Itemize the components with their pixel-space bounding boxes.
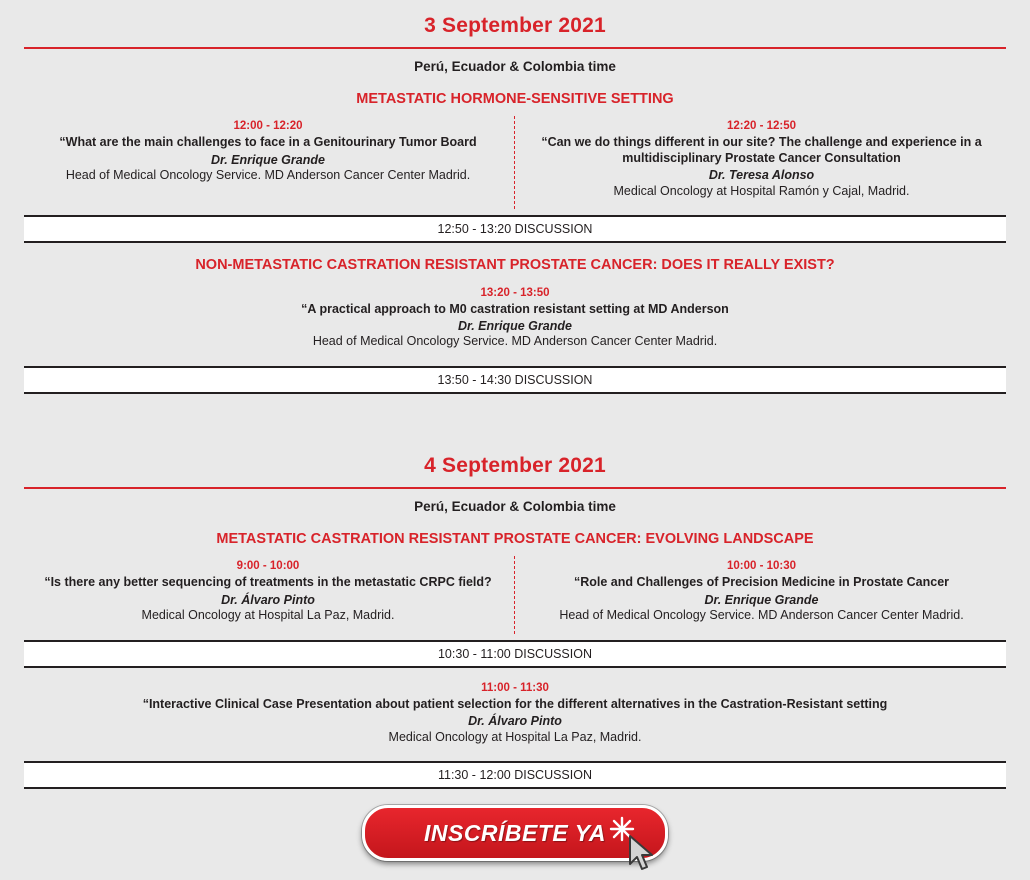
day-title: 3 September 2021 <box>424 14 606 37</box>
talk-title: “Role and Challenges of Precision Medicine in Prostate Cancer <box>573 575 950 590</box>
talk-title: “Can we do things different in our site? The challenge and experience in a multidisciplinary Prostate Cancer Consultation <box>541 135 982 165</box>
register-button-label: INSCRÍBETE YA <box>423 819 606 846</box>
talk-item <box>515 556 1008 634</box>
register-button[interactable] <box>362 805 668 861</box>
timezone-label: Perú, Ecuador & Colombia time <box>414 59 616 74</box>
talk-title: “Interactive Clinical Case Presentation about patient selection for the different alternatives in the Castration-Resistant setting <box>142 696 888 711</box>
day-title: 4 September 2021 <box>424 454 606 478</box>
talk-speaker: Dr. Teresa Alonso <box>708 167 815 182</box>
talk-affiliation: Medical Oncology at Hospital Ramón y Cajal, Madrid. <box>613 183 910 198</box>
talk-time: 12:20 - 12:50 <box>726 120 797 133</box>
talk-title: “A practical approach to M0 castration resistant setting at MD Anderson <box>301 301 729 316</box>
discussion-bar: 10:30 - 11:00 DISCUSSION <box>24 640 1006 668</box>
talk-speaker: Dr. Álvaro Pinto <box>221 592 315 607</box>
talk-speaker: Dr. Álvaro Pinto <box>468 714 562 729</box>
day-block-2 <box>0 440 1030 789</box>
talk-time: 10:00 - 10:30 <box>726 560 797 573</box>
cta-container <box>0 789 1030 861</box>
talk-time: 13:20 - 13:50 <box>480 286 550 299</box>
session-columns <box>0 556 1030 634</box>
talk-item <box>0 678 1030 756</box>
talk-speaker: Dr. Enrique Grande <box>704 592 819 607</box>
talk-affiliation: Medical Oncology at Hospital La Paz, Madrid. <box>141 608 395 623</box>
talk-time: 11:00 - 11:30 <box>481 681 549 694</box>
spacer <box>0 394 1030 440</box>
talk-item <box>22 116 515 209</box>
spacer <box>0 668 1030 678</box>
day-block-1 <box>0 0 1030 394</box>
talk-affiliation: Head of Medical Oncology Service. MD Anderson Cancer Center Madrid. <box>312 334 718 349</box>
discussion-bar: 11:30 - 12:00 DISCUSSION <box>24 761 1006 789</box>
discussion-bar: 13:50 - 14:30 DISCUSSION <box>24 366 1006 394</box>
talk-title: “Is there any better sequencing of treatments in the metastatic CRPC field? <box>44 575 492 590</box>
sparkle-icon <box>609 816 635 842</box>
talk-speaker: Dr. Enrique Grande <box>458 318 572 333</box>
talk-time: 9:00 - 10:00 <box>236 560 300 573</box>
talk-affiliation: Medical Oncology at Hospital La Paz, Madrid. <box>388 729 642 744</box>
talk-item <box>515 116 1008 209</box>
talk-item <box>22 556 515 634</box>
talk-speaker: Dr. Enrique Grande <box>211 152 325 167</box>
session-columns <box>0 116 1030 209</box>
talk-affiliation: Head of Medical Oncology Service. MD Anderson Cancer Center Madrid. <box>65 168 471 183</box>
section-title: NON-METASTATIC CASTRATION RESISTANT PROSTATE CANCER: DOES IT REALLY EXIST? <box>195 257 835 274</box>
mouse-cursor-icon <box>627 834 657 872</box>
talk-title: “What are the main challenges to face in a Genitourinary Tumor Board <box>59 135 477 150</box>
section-title: METASTATIC CASTRATION RESISTANT PROSTATE CANCER: EVOLVING LANDSCAPE <box>216 531 814 548</box>
timezone-label: Perú, Ecuador & Colombia time <box>414 499 616 515</box>
discussion-bar: 12:50 - 13:20 DISCUSSION <box>24 215 1006 243</box>
section-title: METASTATIC HORMONE-SENSITIVE SETTING <box>356 91 674 107</box>
talk-affiliation: Head of Medical Oncology Service. MD Anderson Cancer Center Madrid. <box>559 608 964 623</box>
talk-time: 12:00 - 12:20 <box>233 120 303 133</box>
talk-item <box>0 283 1030 361</box>
